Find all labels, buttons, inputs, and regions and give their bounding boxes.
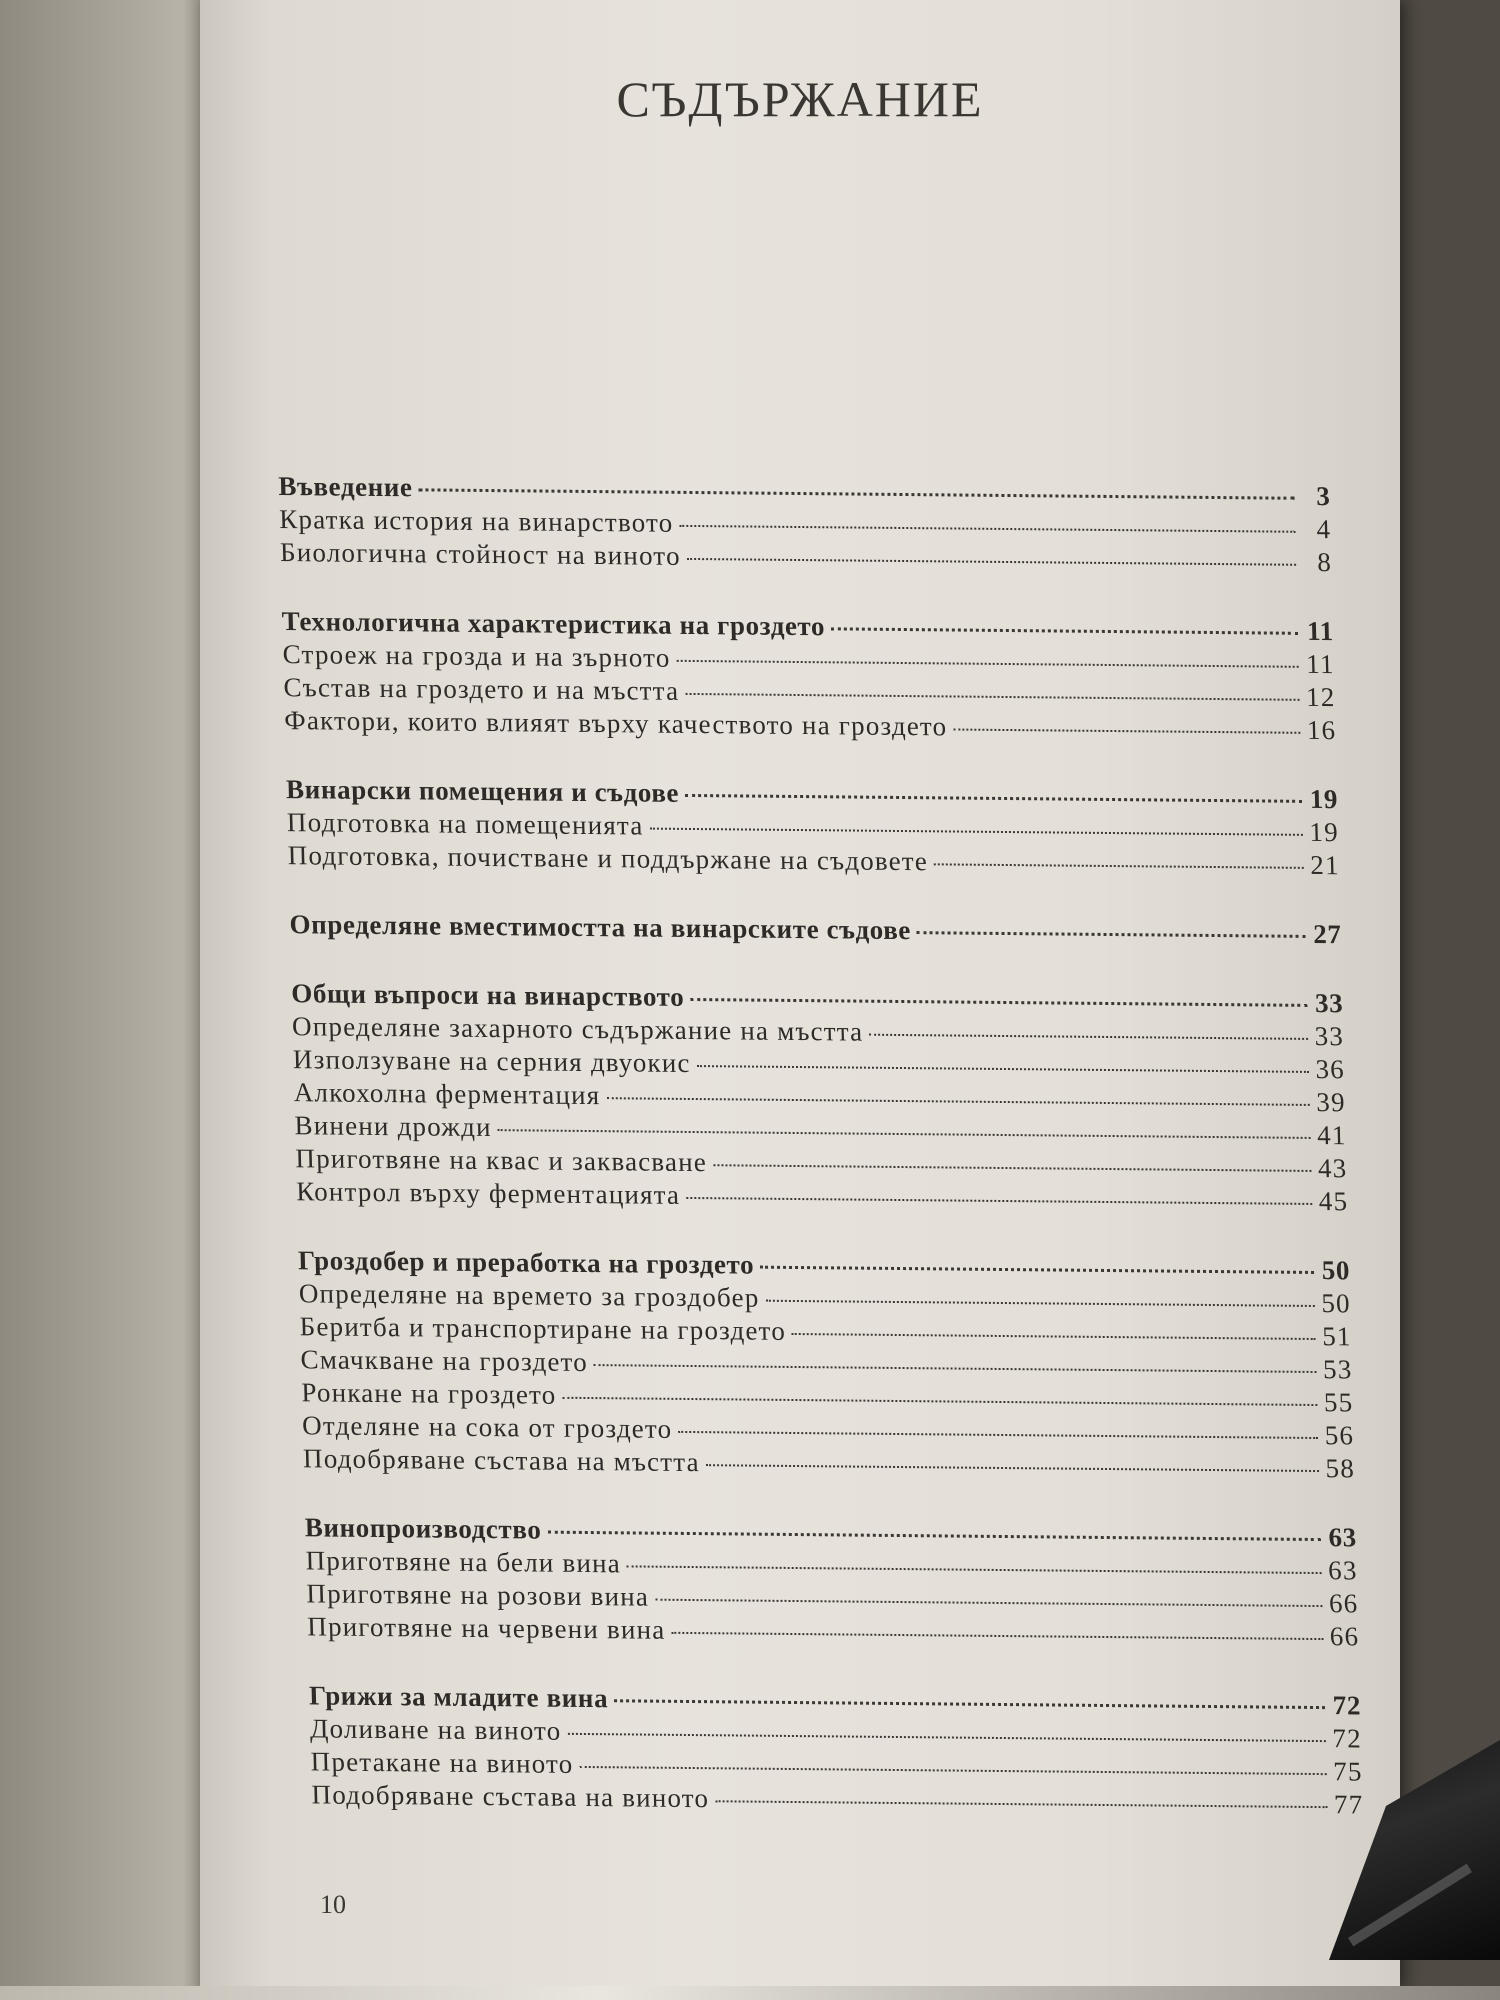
dot-leader — [706, 1464, 1319, 1472]
toc-page-number: 41 — [1316, 1120, 1347, 1151]
toc-page-number: 12 — [1305, 681, 1336, 713]
toc-entry-label: Подготовка, почистване и поддържане на съдовете — [287, 840, 929, 877]
toc-section — [298, 1244, 1356, 1485]
toc-page-number: 72 — [1332, 1723, 1363, 1754]
toc-page-number: 27 — [1312, 918, 1342, 950]
dot-leader — [697, 1065, 1309, 1073]
toc-entry-label: Подобряване състава на виното — [311, 1779, 710, 1814]
table-of-contents — [278, 470, 1365, 1857]
toc-entry-label: Беритба и транспортиране на гроздето — [299, 1311, 787, 1346]
toc-entry-label: Определяне на времето за гроздобер — [298, 1278, 760, 1313]
toc-page-number: 39 — [1315, 1086, 1347, 1118]
toc-entry-label: Винарски помещения и съдове — [285, 774, 680, 808]
dot-leader — [685, 794, 1302, 803]
toc-entry-label: Алкохолна ферментация — [293, 1077, 601, 1111]
toc-entry-label: Грижи за младите вина — [308, 1680, 609, 1714]
toc-entry-label: Винопроизводство — [304, 1512, 542, 1545]
toc-entry-label: Определяне вместимостта на винарските съдове — [289, 909, 912, 946]
toc-page-number: 11 — [1305, 648, 1335, 680]
dot-leader — [627, 1565, 1322, 1574]
toc-page-number: 43 — [1317, 1153, 1348, 1184]
toc-entry-label: Фактори, които влияят върху качеството на гроздето — [283, 705, 948, 742]
toc-page-number: 8 — [1316, 546, 1333, 578]
toc-entry-label: Приготвяне на квас и заквасване — [295, 1143, 708, 1178]
toc-page-number: 58 — [1325, 1453, 1356, 1484]
dot-leader — [953, 728, 1300, 733]
toc-section — [281, 605, 1336, 747]
toc-section — [286, 773, 1340, 882]
dot-leader — [649, 828, 1302, 836]
left-page — [0, 0, 215, 2000]
toc-entry-label: Подобряване състава на мъстта — [302, 1443, 701, 1478]
dot-leader — [713, 1164, 1311, 1172]
dot-leader — [567, 1733, 1325, 1742]
toc-entry-label: Гроздобер и преработка на гроздето — [297, 1245, 755, 1280]
page-edge — [0, 1986, 1500, 2000]
toc-entry-label: Приготвяне на червени вина — [306, 1611, 666, 1645]
toc-page-number: 4 — [1316, 513, 1332, 545]
dot-leader — [606, 1097, 1309, 1106]
toc-entry-label: Състав на гроздето и на мъстта — [283, 672, 680, 706]
toc-entry-label: Въведение — [278, 471, 413, 503]
toc-section — [289, 908, 1342, 951]
toc-entry-label: Определяне захарното съдържание на мъстта — [291, 1011, 864, 1047]
dot-leader — [760, 1266, 1314, 1274]
page-title: СЪДЪРЖАНИЕ — [616, 71, 984, 127]
dot-leader — [687, 558, 1296, 566]
toc-page-number: 33 — [1314, 987, 1344, 1019]
dot-leader — [614, 1699, 1325, 1709]
toc-entry-label: Биологична стойност на виното — [279, 537, 682, 571]
dot-leader — [679, 525, 1295, 533]
toc-entry-label: Приготвяне на розови вина — [306, 1578, 650, 1612]
dot-leader — [765, 1300, 1314, 1307]
dot-leader — [831, 627, 1298, 634]
dot-leader — [917, 931, 1306, 938]
toc-entry-label: Винени дрожди — [294, 1110, 493, 1143]
toc-entry-label: Строеж на грозда и на зърното — [282, 639, 671, 673]
toc-page-number: 66 — [1328, 1588, 1359, 1619]
toc-page-number: 72 — [1332, 1690, 1362, 1721]
toc-entry-label: Общи въпроси на винарството — [290, 978, 685, 1012]
dot-leader — [715, 1800, 1327, 1808]
toc-entry-label: Смачкване на гроздето — [300, 1344, 589, 1378]
toc-page-number: 56 — [1324, 1420, 1355, 1451]
dot-leader — [579, 1766, 1326, 1775]
toc-page-number: 50 — [1321, 1288, 1352, 1319]
dot-leader — [690, 998, 1307, 1007]
toc-section — [309, 1679, 1364, 1821]
toc-page-number: 53 — [1322, 1354, 1353, 1385]
left-page-number: 10 — [320, 1890, 346, 1919]
toc-page-number: 66 — [1329, 1621, 1360, 1652]
toc-entry-label: Доливане на виното — [309, 1713, 562, 1746]
dot-leader — [678, 1431, 1318, 1439]
toc-page-number: 33 — [1314, 1020, 1345, 1052]
toc-page-number: 77 — [1333, 1789, 1364, 1820]
dot-leader — [671, 1632, 1323, 1640]
dot-leader — [792, 1333, 1316, 1340]
toc-page-number: 63 — [1328, 1522, 1358, 1553]
toc-page-number: 21 — [1309, 849, 1341, 881]
toc-entry-label: Ронкане на гроздето — [300, 1377, 557, 1410]
dot-leader — [594, 1364, 1317, 1373]
dot-leader — [686, 1197, 1312, 1205]
toc-page-number: 51 — [1321, 1321, 1353, 1352]
toc-entry-label: Технологична характеристика на гроздето — [281, 606, 826, 642]
toc-page-number: 50 — [1321, 1255, 1351, 1286]
dot-leader — [419, 488, 1295, 499]
dot-leader — [934, 863, 1304, 869]
toc-page-number: 45 — [1318, 1186, 1349, 1217]
dot-leader — [685, 693, 1299, 701]
dot-leader — [498, 1129, 1311, 1139]
toc-section — [291, 977, 1349, 1218]
toc-chapter-row — [289, 908, 1342, 951]
toc-page-number: 19 — [1309, 783, 1339, 815]
toc-page-number: 19 — [1309, 816, 1340, 848]
toc-entry-label: Претакане на виното — [310, 1746, 574, 1779]
toc-entry-label: Кратка история на винарството — [278, 504, 674, 538]
toc-section — [304, 1511, 1359, 1653]
toc-page-number: 16 — [1306, 714, 1337, 746]
dot-leader — [869, 1034, 1308, 1040]
toc-page-number: 63 — [1327, 1555, 1358, 1586]
toc-entry-label: Използуване на серния двуокис — [292, 1044, 691, 1078]
dot-leader — [676, 660, 1298, 668]
toc-entry-label: Приготвяне на бели вина — [305, 1545, 622, 1579]
toc-page-number: 3 — [1315, 480, 1331, 512]
toc-page-number: 75 — [1332, 1756, 1364, 1787]
toc-page-number: 36 — [1315, 1053, 1346, 1085]
toc-page-number: 55 — [1323, 1387, 1354, 1418]
toc-entry-label: Отделяне на сока от гроздето — [301, 1410, 673, 1444]
toc-section — [278, 470, 1332, 579]
dot-leader — [562, 1397, 1317, 1406]
dot-leader — [655, 1599, 1322, 1607]
dot-leader — [547, 1531, 1320, 1541]
toc-page-number: 11 — [1306, 615, 1335, 647]
toc-entry-label: Подготовка на помещенията — [286, 807, 644, 841]
toc-entry-label: Контрол върху ферментацията — [295, 1176, 681, 1210]
